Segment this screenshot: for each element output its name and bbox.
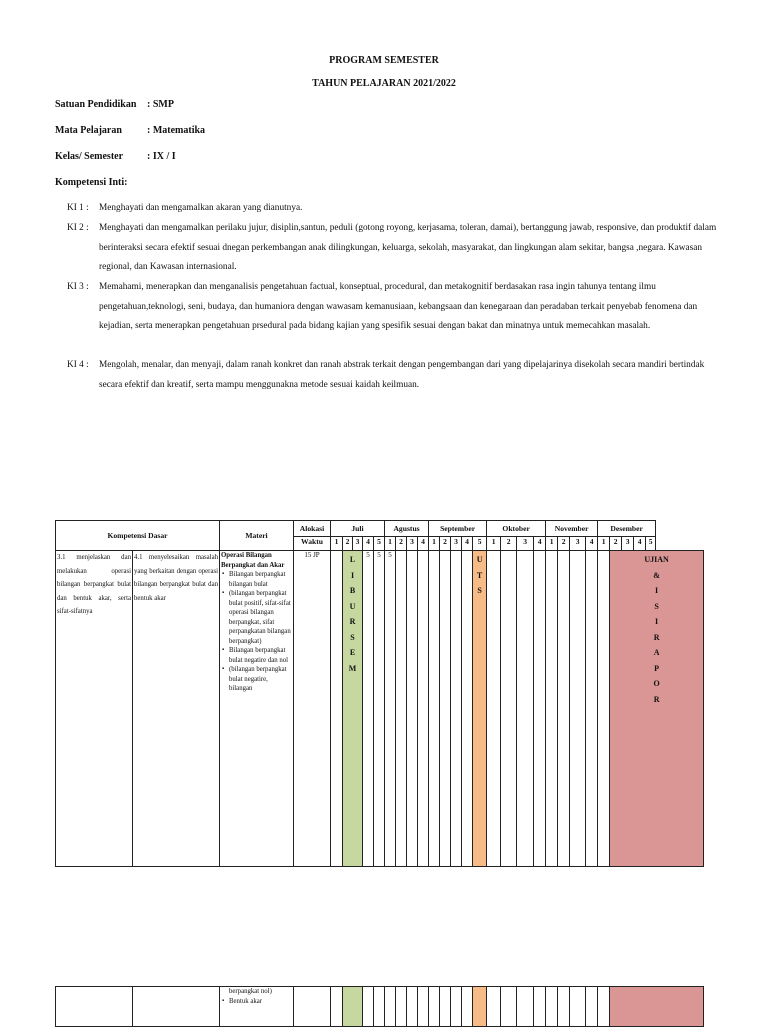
week-num: 3 — [570, 537, 586, 551]
week-num: 3 — [407, 537, 418, 551]
ujian-isi-rapor-cell — [610, 987, 704, 1027]
week-cell — [517, 551, 534, 867]
week-cell — [418, 551, 429, 867]
week-num: 4 — [462, 537, 473, 551]
libur-letter: U — [349, 601, 356, 611]
week-cell — [385, 987, 396, 1027]
kd-4-cell — [133, 987, 220, 1027]
ki-item-1 — [67, 199, 717, 219]
header-materi: Materi — [220, 521, 294, 551]
week-num: 2 — [396, 537, 407, 551]
schedule-table-continued — [55, 986, 704, 1027]
libur-semester-cell — [343, 987, 363, 1027]
libur-semester-cell — [343, 551, 363, 867]
week-num: 3 — [353, 537, 363, 551]
materi-cell — [220, 551, 294, 867]
week-num: 1 — [385, 537, 396, 551]
materi-item: ▪ Bilangan berpangkat bulat negatire dan nol — [229, 646, 292, 665]
ujian-isi-rapor-cell — [610, 551, 704, 867]
header-alokasi: Alokasi — [294, 521, 331, 537]
meta-satuan — [55, 99, 174, 110]
week-cell — [598, 987, 610, 1027]
ki-text: Memahami, menerapkan dan menganalisis pengetahuan factual, konseptual, procedural, dan metakognitif berdasakan rasa ingin tahunya tentang ilmu pengetahuan,teknologi, seni, budaya, dan humaniora dengan wawasam kemanusiaan, kebangsaan dan kenegaraan dan peradaban terkait penyebab fenomena dan kejadian, serta menerapkan pengetahuan prsedural pada bidang kajian yang spesifik sesuai dengan bakat dan minatnya untuk memecahkan masalah. — [99, 282, 698, 331]
week-cell — [586, 551, 598, 867]
table-row — [56, 987, 704, 1027]
ujian-letter: I — [655, 586, 659, 595]
week-cell — [487, 551, 501, 867]
ujian-letter: R — [653, 632, 660, 642]
week-cell — [429, 987, 440, 1027]
month-desember: Desember — [598, 521, 656, 537]
meta-value: : IX / I — [147, 151, 176, 162]
uts-cell — [473, 551, 487, 867]
ki-heading: Kompetensi Inti: — [55, 177, 128, 188]
week-num: 3 — [451, 537, 462, 551]
libur-letter: E — [349, 648, 356, 657]
week-cell — [517, 987, 534, 1027]
week-cell — [331, 551, 343, 867]
materi-item: ▪ (bilangan berpangkat bulat positif, sifat-sifat operasi bilangan berpangkat, sifat perpangkatan bilangan berpangkat) — [229, 589, 292, 646]
uts-cell — [473, 987, 487, 1027]
week-cell — [501, 987, 517, 1027]
ki-text: Menghayati dan mengamalkan akaran yang dianutnya. — [99, 203, 303, 213]
meta-value: : SMP — [147, 99, 174, 110]
table-row — [56, 551, 704, 867]
week-cell — [440, 987, 451, 1027]
ki-text: Mengolah, menalar, dan menyaji, dalam ranah konkret dan ranah abstrak terkait dengan pengembangan dari yang dipelajarinya disekolah secara mandiri bertindak secara efektif dan kreatif, serta mampu menggunakna metode sesuai kaidah keilmuan. — [99, 360, 705, 390]
week-cell — [546, 551, 558, 867]
ujian-letter: R — [653, 694, 660, 704]
week-num: 3 — [517, 537, 534, 551]
week-cell — [586, 987, 598, 1027]
week-num: 1 — [429, 537, 440, 551]
ki-item-4 — [67, 356, 717, 395]
ujian-letter: & — [653, 570, 660, 580]
ujian-letter: I — [655, 617, 659, 626]
materi-item: ▪ Bentuk akar — [229, 997, 292, 1007]
week-cell — [462, 987, 473, 1027]
week-cell — [407, 987, 418, 1027]
week-num: 4 — [418, 537, 429, 551]
materi-item: ▪ (bilangan berpangkat bulat negatire, bilangan — [229, 665, 292, 694]
meta-value: : Matematika — [147, 125, 206, 136]
week-cell — [546, 987, 558, 1027]
week-cell — [534, 551, 546, 867]
week-cell — [558, 987, 570, 1027]
week-cell — [558, 551, 570, 867]
materi-continued: berpangkat nol) — [229, 988, 272, 995]
materi-title: Operasi Bilangan Berpangkat dan Akar — [221, 552, 285, 569]
kd-4-cell: 4.1 menyelesaikan masalah yang berkaitan dengan operasi bilangan berpangkat bulat dan bentuk akar — [133, 551, 220, 867]
ki-code: KI 4 : — [67, 360, 89, 370]
meta-label: Mata Pelajaran — [55, 125, 122, 136]
week-cell — [598, 551, 610, 867]
week-cell — [407, 551, 418, 867]
week-cell — [429, 551, 440, 867]
week-num: 4 — [534, 537, 546, 551]
kd-3-cell: 3.1 menjelaskan dan melakukan operasi bilangan berpangkat bulat dan bentuk akar, serta sifat-sifatnya — [56, 551, 133, 867]
week-cell — [440, 551, 451, 867]
week-cell — [396, 551, 407, 867]
meta-kelas — [55, 151, 176, 162]
ujian-letter: UJIAN — [644, 555, 669, 564]
week-cell — [501, 551, 517, 867]
schedule-table — [55, 520, 704, 867]
week-num: 2 — [343, 537, 353, 551]
week-num: 5 — [473, 537, 487, 551]
week-num: 3 — [622, 537, 634, 551]
header-waktu: Waktu — [294, 537, 331, 551]
libur-letter: S — [350, 632, 355, 642]
ujian-letter: O — [653, 679, 660, 688]
uts-letter: S — [477, 586, 482, 595]
week-value: 5 — [385, 551, 396, 867]
week-num: 4 — [586, 537, 598, 551]
libur-letter: M — [348, 663, 357, 673]
month-juli: Juli — [331, 521, 385, 537]
week-num: 4 — [634, 537, 646, 551]
week-cell — [451, 551, 462, 867]
week-num: 1 — [546, 537, 558, 551]
week-num: 5 — [374, 537, 385, 551]
ki-text: Menghayati dan mengamalkan perilaku jujur, disiplin,santun, peduli (gotong royong, kerjasama, toleran, damai), bertanggung jawab, responsive, dan produktif dalam berinteraksi secara efektif sesuai dnegan perkembangan anak dilingkungan, keluarga, sekolah, masyarakat, dan lingkungan alam sekitar, bangsa ,negara. Kawasan regional, dan Kawasan internasional. — [99, 223, 717, 272]
uts-letter: U — [476, 555, 483, 564]
libur-letter: I — [350, 570, 355, 580]
week-cell — [487, 987, 501, 1027]
kd-3-cell — [56, 987, 133, 1027]
month-november: November — [546, 521, 598, 537]
ki-code: KI 2 : — [67, 223, 89, 233]
meta-label: Satuan Pendidikan — [55, 99, 137, 110]
doc-title: PROGRAM SEMESTER — [329, 55, 439, 66]
month-oktober: Oktober — [487, 521, 546, 537]
libur-letter: R — [349, 617, 356, 626]
ujian-letter: A — [653, 648, 660, 657]
ki-code: KI 1 : — [67, 203, 89, 213]
week-num: 2 — [440, 537, 451, 551]
ki-code: KI 3 : — [67, 282, 89, 292]
meta-mapel — [55, 125, 205, 136]
week-num: 1 — [598, 537, 610, 551]
week-cell — [396, 987, 407, 1027]
alokasi-cell: 15 JP — [294, 551, 331, 867]
ujian-letter: P — [654, 663, 660, 673]
meta-label: Kelas/ Semester — [55, 151, 124, 162]
week-cell — [462, 551, 473, 867]
month-agustus: Agustus — [385, 521, 429, 537]
week-cell — [451, 987, 462, 1027]
materi-item: ▪ Bilangan berpangkat bilangan bulat — [229, 570, 292, 589]
libur-letter: B — [349, 586, 356, 595]
week-cell — [374, 987, 385, 1027]
week-cell — [363, 987, 374, 1027]
materi-cell — [220, 987, 294, 1027]
week-value: 5 — [363, 551, 374, 867]
week-cell — [570, 987, 586, 1027]
week-cell — [570, 551, 586, 867]
month-september: September — [429, 521, 487, 537]
ujian-letter: S — [654, 601, 659, 611]
ki-item-3 — [67, 278, 717, 337]
week-num: 2 — [610, 537, 622, 551]
week-num: 5 — [646, 537, 656, 551]
doc-subtitle: TAHUN PELAJARAN 2021/2022 — [312, 78, 456, 89]
ki-item-2 — [67, 219, 717, 278]
week-value: 5 — [374, 551, 385, 867]
week-num: 4 — [363, 537, 374, 551]
week-cell — [534, 987, 546, 1027]
week-num: 2 — [501, 537, 517, 551]
libur-letter: L — [349, 555, 356, 564]
week-num: 2 — [558, 537, 570, 551]
week-num: 1 — [487, 537, 501, 551]
alokasi-cell — [294, 987, 331, 1027]
week-cell — [418, 987, 429, 1027]
week-num: 1 — [331, 537, 343, 551]
uts-letter: T — [476, 570, 483, 580]
header-kd: Kompetensi Dasar — [56, 521, 220, 551]
week-cell — [331, 987, 343, 1027]
